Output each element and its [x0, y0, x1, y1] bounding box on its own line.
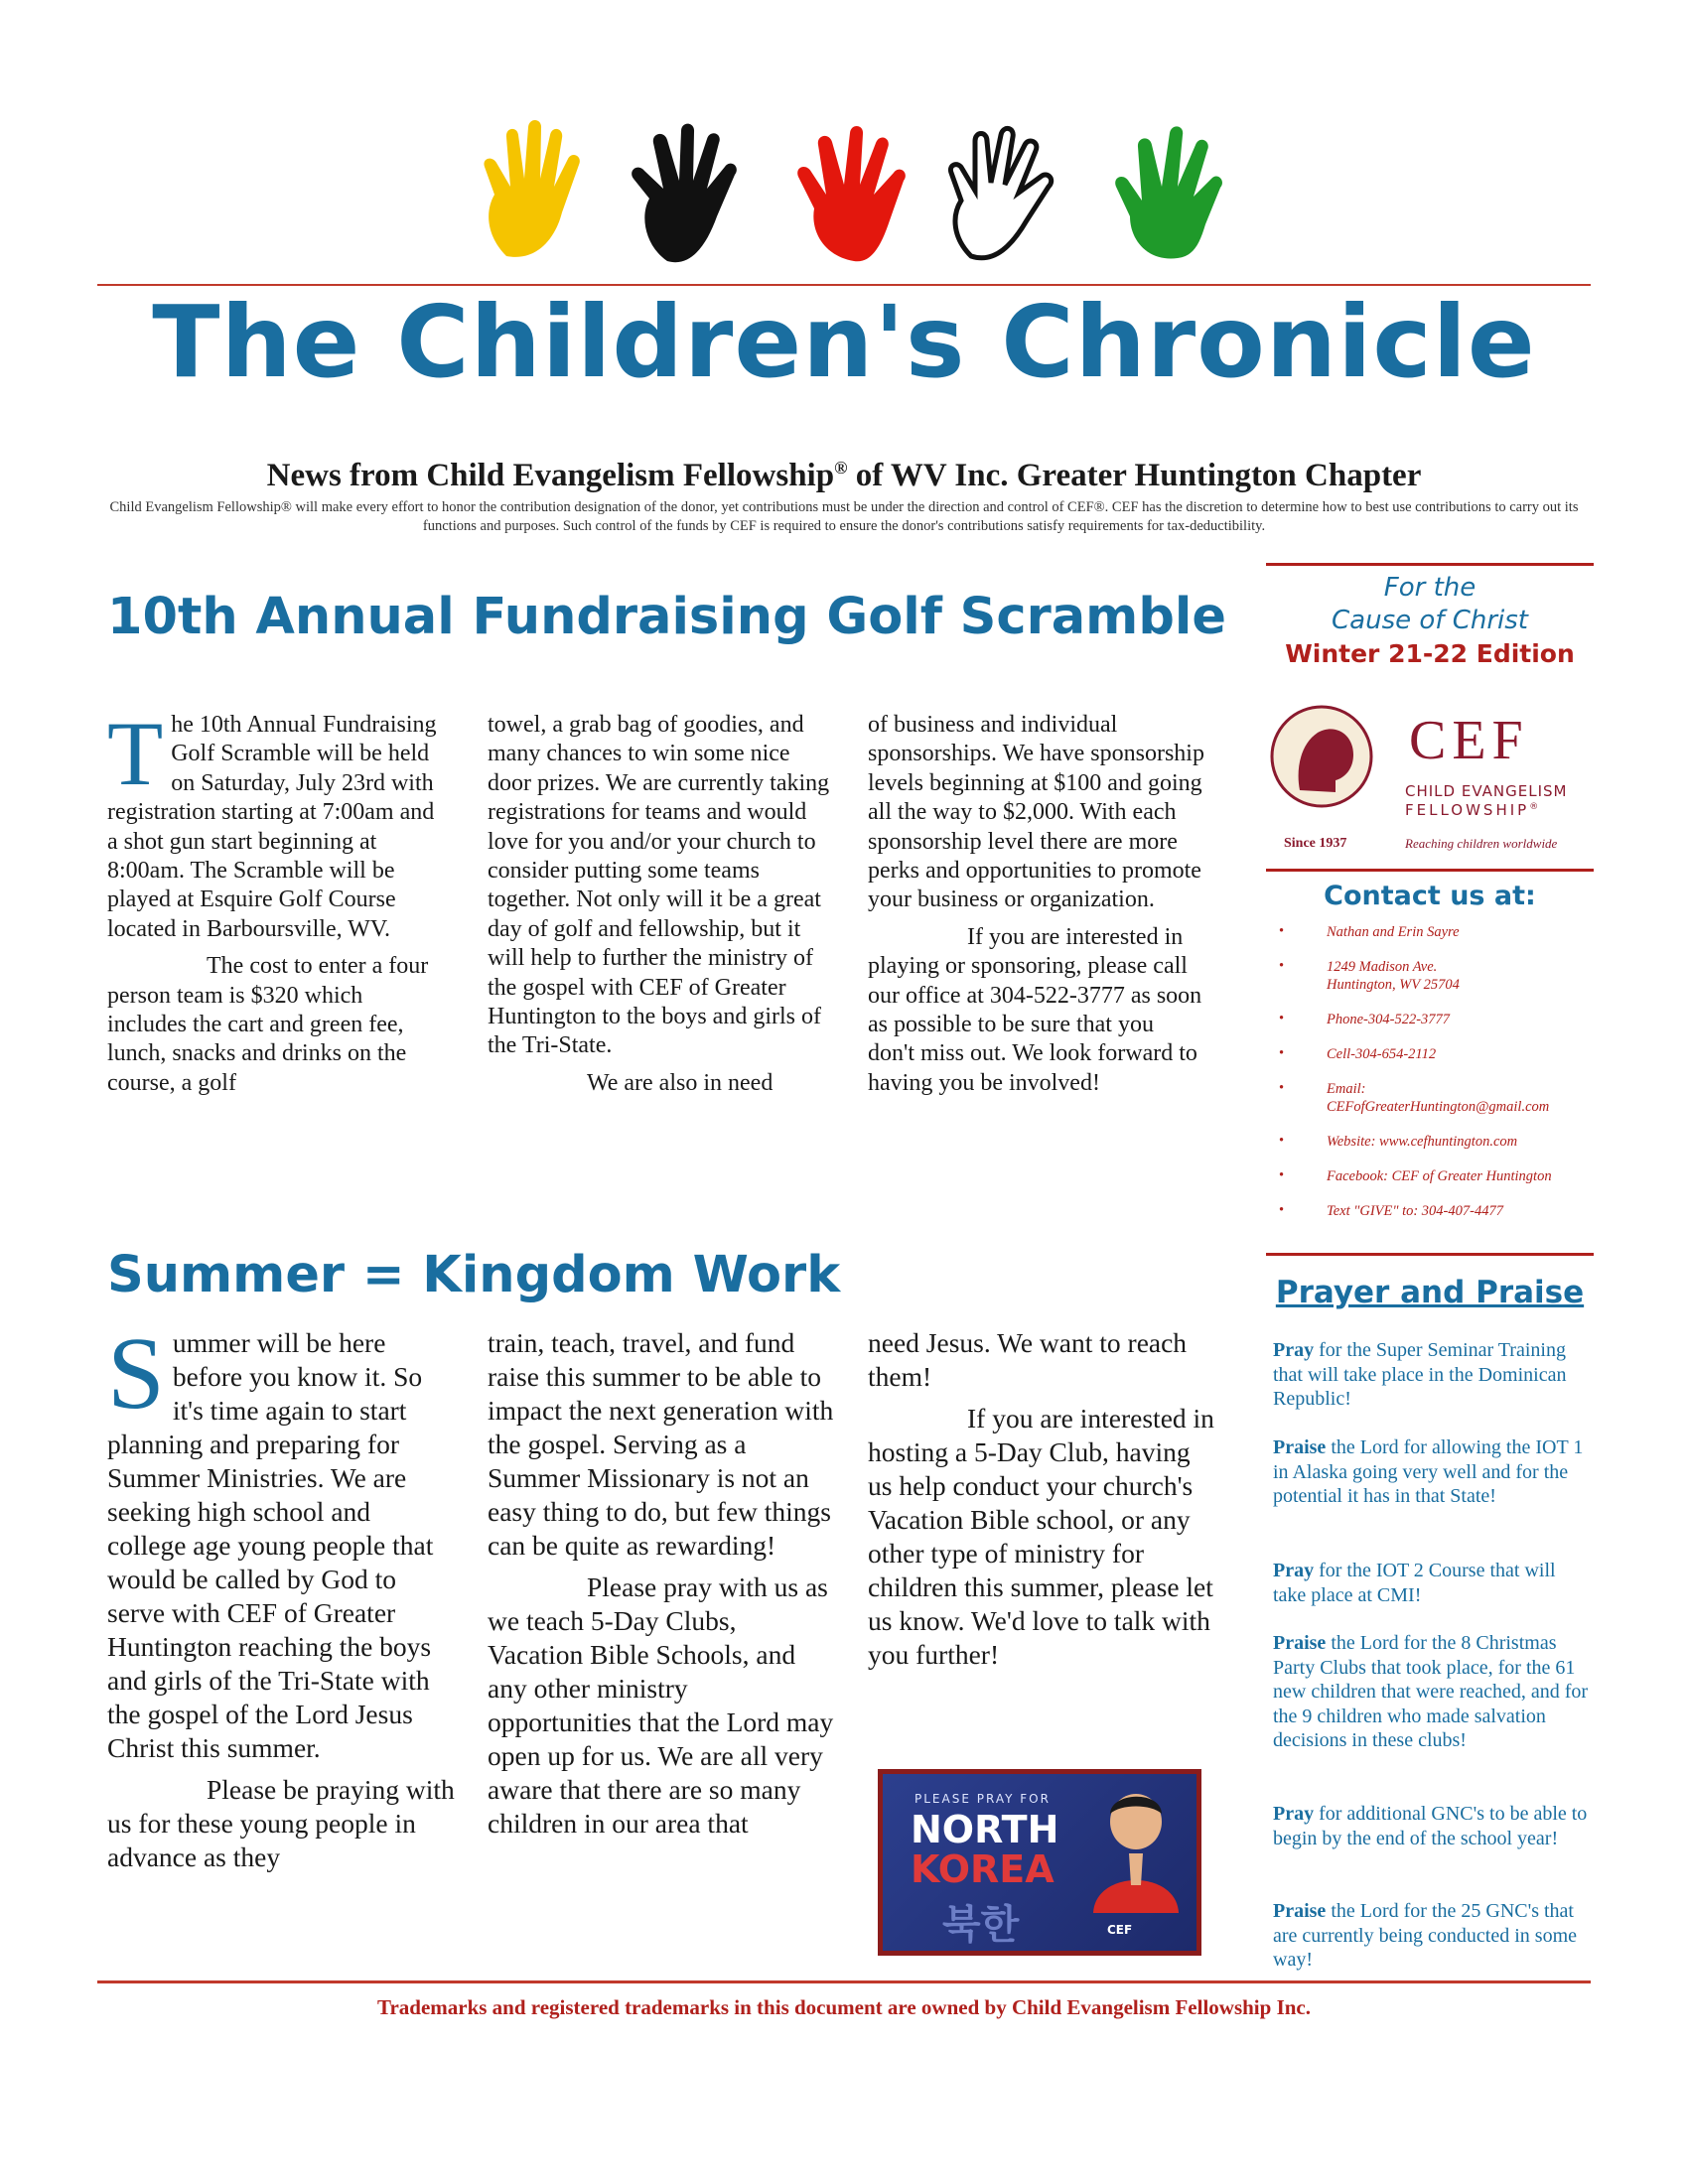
summer-paragraph-4: Please pray with us as we teach 5-Day Clubs, Vacation Bible Schools, and any other ministry opportunities that the Lord may open up for us. We are all very aware that there are so many children in our area that	[488, 1571, 834, 1839]
banner-cef-logo: CEF	[1107, 1923, 1133, 1937]
banner-line-3: KOREA	[911, 1847, 1055, 1891]
summer-paragraph-3: train, teach, travel, and fund raise this summer to be able to impact the next generation with the gospel. Serving as a Summer Missionary is not an easy thing to do, but few things can be quite as rewarding!	[488, 1327, 834, 1561]
tagline-line-2: Cause of Christ	[1332, 606, 1528, 635]
summer-column-2	[488, 1326, 835, 1841]
praying-child-icon	[1081, 1784, 1191, 1913]
contact-cell[interactable]: • Cell-304-654-2112	[1277, 1045, 1595, 1063]
prayer-text: for additional GNC's to be able to begin by the end of the school year!	[1273, 1803, 1588, 1849]
summer-drop-cap: S	[107, 1316, 165, 1431]
prayer-item	[1273, 1631, 1589, 1753]
prayer-item	[1273, 1899, 1589, 1973]
banner-korean-text: 북한	[942, 1902, 1020, 1948]
cef-tagline: Reaching children worldwide	[1405, 836, 1558, 851]
cef-letters: CEF	[1409, 710, 1529, 771]
prayer-text: for the IOT 2 Course that will take place at CMI!	[1273, 1560, 1556, 1606]
white-handprint-icon	[941, 117, 1060, 266]
prayer-lead: Praise	[1273, 1632, 1327, 1654]
prayer-lead: Praise	[1273, 1436, 1327, 1458]
cef-registered-mark: ®	[1529, 802, 1542, 812]
sidebar-top-rule	[1266, 563, 1594, 566]
banner-line-2: NORTH	[911, 1808, 1059, 1851]
golf-column-2	[488, 711, 835, 1098]
contact-address: • 1249 Madison Ave. Huntington, WV 25704	[1277, 958, 1595, 994]
contact-website[interactable]: • Website: www.cefhuntington.com	[1277, 1133, 1595, 1151]
prayer-item	[1273, 1338, 1589, 1412]
newsletter-title: The Children's Chronicle	[152, 284, 1536, 400]
golf-paragraph-4: We are also in need	[587, 1069, 774, 1096]
logo-bottom-rule	[1266, 869, 1594, 872]
prayer-lead: Praise	[1273, 1900, 1327, 1922]
registered-mark: ®	[834, 458, 848, 478]
prayer-item	[1273, 1802, 1589, 1850]
prayer-item	[1273, 1435, 1589, 1509]
prayer-text: for the Super Seminar Training that will take place in the Dominican Republic!	[1273, 1339, 1567, 1411]
golf-paragraph-2: The cost to enter a four person team is $320 which includes the cart and green fee, lunch, snacks and drinks on the course, a golf	[107, 953, 429, 1096]
summer-paragraph-2: Please be praying with us for these young people in advance as they	[107, 1774, 455, 1872]
prayer-text: the Lord for the 8 Christmas Party Clubs that took place, for the 61 new children that were reached, and for the 9 children who made salvation decisions in these clubs!	[1273, 1632, 1589, 1752]
golf-article-heading: 10th Annual Fundraising Golf Scramble	[107, 588, 1226, 646]
subtitle-main-text: News from Child Evangelism Fellowship	[266, 458, 835, 493]
prayer-item	[1273, 1559, 1589, 1607]
contact-facebook[interactable]: • Facebook: CEF of Greater Huntington	[1277, 1167, 1595, 1185]
contact-phone[interactable]: • Phone-304-522-3777	[1277, 1011, 1595, 1028]
cef-name-fellowship: FELLOWSHIP	[1405, 801, 1530, 819]
cef-since: Since 1937	[1284, 836, 1347, 851]
cef-logo	[1268, 705, 1596, 864]
golf-paragraph-5: of business and individual sponsorships. We have sponsorship levels beginning at $100 and going all the way to $2,000. With each sponsorship level there are more perks and opportunities to promote your business or organization.	[868, 712, 1204, 913]
summer-paragraph-1-text: ummer will be here before you know it. So it's time again to start planning and preparing for Summer Ministries. We are seeking high school and college age young people that would be called by God to serve with CEF of Greater Huntington reaching the boys and girls of the Tri-State with the gospel of the Lord Jesus Christ this summer.	[107, 1327, 434, 1763]
golf-paragraph-3: towel, a grab bag of goodies, and many chances to win some nice door prizes. We are currently taking registrations for teams and would love for you and/or your church to consider putting some teams together. Not only will it be a great day of golf and fellowship, but it will help to further the ministry of the gospel with CEF of Greater Huntington to the boys and girls of the Tri-State.	[488, 712, 830, 1059]
contact-list	[1277, 923, 1595, 1220]
prayer-lead: Pray	[1273, 1339, 1315, 1361]
golf-drop-cap: T	[107, 703, 164, 804]
golf-column-1	[107, 703, 445, 1098]
prayer-text: the Lord for the 25 GNC's that are currently being conducted in some way!	[1273, 1900, 1577, 1972]
contact-name: • Nathan and Erin Sayre	[1277, 923, 1595, 941]
prayer-heading: Prayer and Praise	[1275, 1275, 1585, 1310]
prayer-lead: Pray	[1273, 1560, 1315, 1581]
tagline-line-1: For the	[1383, 573, 1477, 603]
edition-label: Winter 21-22 Edition	[1285, 639, 1575, 668]
cef-name-line-1: CHILD EVANGELISM	[1405, 782, 1568, 800]
cef-name-line-2	[1405, 801, 1541, 819]
black-handprint-icon	[628, 117, 747, 266]
subtitle-rest-text: of WV Inc. Greater Huntington Chapter	[847, 458, 1422, 493]
summer-column-1	[107, 1316, 455, 1874]
green-handprint-icon	[1108, 117, 1227, 266]
prayer-text: the Lord for allowing the IOT 1 in Alaska going very well and for the potential it has in that State!	[1273, 1436, 1584, 1508]
golf-column-3	[868, 711, 1205, 1098]
footer-rule	[97, 1980, 1591, 1983]
banner-line-1: PLEASE PRAY FOR	[914, 1792, 1051, 1806]
prayer-lead: Pray	[1273, 1803, 1315, 1825]
golf-paragraph-1-text: he 10th Annual Fundraising Golf Scramble will be held on Saturday, July 23rd with registration starting at 7:00am and a shot gun start beginning at 8:00am. The Scramble will be played at Esquire Golf Course located in Barboursville, WV.	[107, 712, 437, 942]
yellow-handprint-icon	[477, 117, 596, 266]
summer-paragraph-5: need Jesus. We want to reach them!	[868, 1327, 1188, 1392]
contact-heading: Contact us at:	[1324, 881, 1536, 911]
golf-paragraph-1	[107, 703, 445, 944]
golf-paragraph-6: If you are interested in playing or sponsoring, please call our office at 304-522-3777 as soon as possible to be sure that you don't miss out. We look forward to having you be involved!	[868, 923, 1202, 1096]
newsletter-subtitle	[97, 447, 1591, 496]
banner-panel	[883, 1774, 1196, 1951]
red-handprint-icon	[794, 117, 914, 266]
contact-text-give: • Text "GIVE" to: 304-407-4477	[1277, 1202, 1595, 1220]
donation-disclaimer: Child Evangelism Fellowship® will make every effort to honor the contribution designation of the donor, yet contributions must be under the direction and control of CEF®. CEF has the discretion to determine how to best use contributions to carry out its functions and purposes. Such control of the funds by CEF is required to ensure the donor's contributions satisfy requirements for tax-deductibility.	[109, 499, 1579, 534]
north-korea-prayer-banner	[878, 1769, 1201, 1956]
sidebar-tagline	[1266, 572, 1594, 637]
trademark-footer: Trademarks and registered trademarks in this document are owned by Child Evangelism Fellowship Inc.	[377, 1995, 1311, 2019]
contact-bottom-rule	[1266, 1253, 1594, 1256]
cef-child-silhouette-icon	[1270, 705, 1373, 808]
summer-column-3	[868, 1326, 1215, 1672]
summer-paragraph-1	[107, 1316, 455, 1765]
contact-email[interactable]: • Email: CEFofGreaterHuntington@gmail.com	[1277, 1080, 1595, 1116]
summer-paragraph-6: If you are interested in hosting a 5-Day Club, having us help conduct your church's Vacation Bible school, or any other type of ministry for children this summer, please let us know. We'd love to talk with you further!	[868, 1403, 1214, 1670]
summer-article-heading: Summer = Kingdom Work	[107, 1246, 841, 1304]
